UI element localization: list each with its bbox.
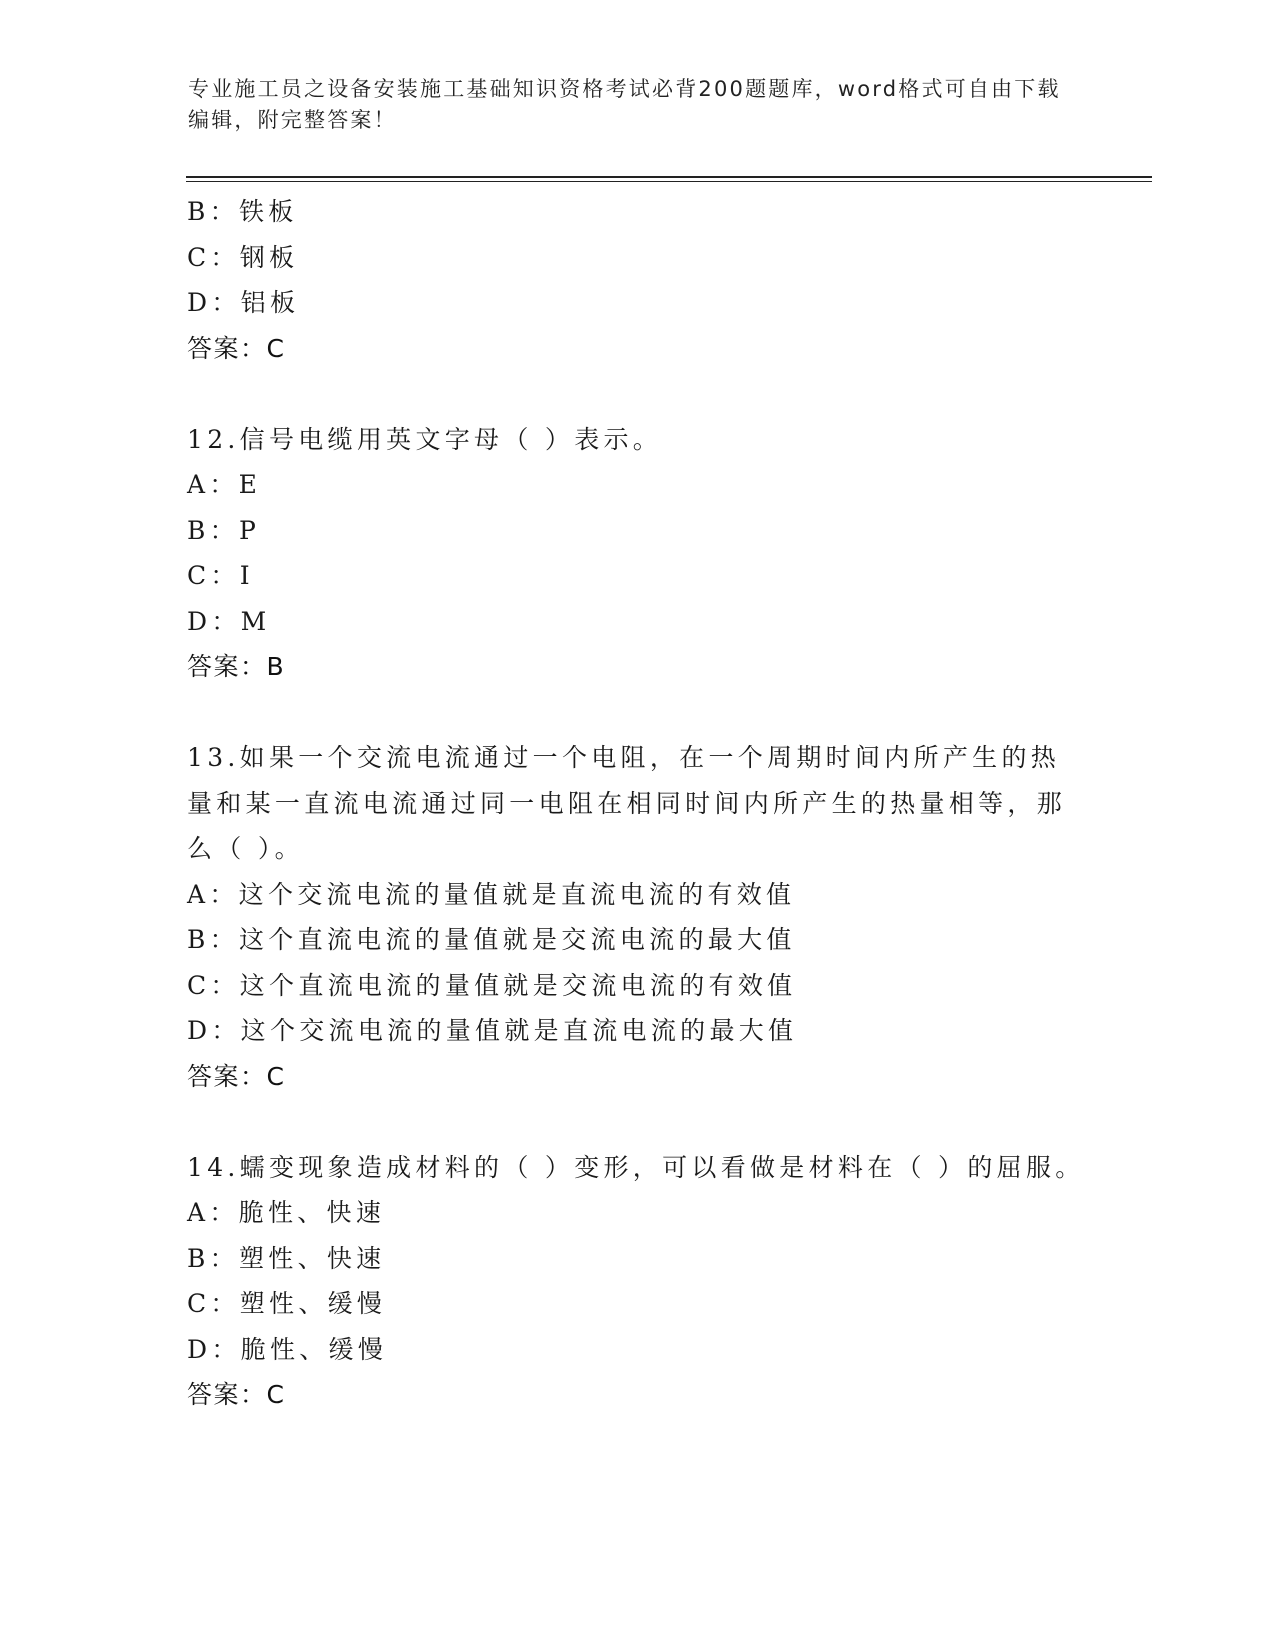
option-a: A：E	[187, 470, 262, 499]
option-c: C：塑性、缓慢	[187, 1289, 387, 1318]
option-b: B：塑性、快速	[187, 1243, 386, 1273]
document-header: 专业施工员之设备安装施工基础知识资格考试必背200题题库，word格式可自由下载编辑，附完整答案！	[188, 77, 1061, 132]
option-c: C：I	[187, 561, 254, 590]
option-c: C：钢板	[187, 242, 299, 272]
question-11-continued	[187, 189, 1087, 371]
question-stem: 12.信号电缆用英文字母（ ）表示。	[187, 424, 663, 454]
spacer	[187, 1099, 1087, 1145]
option-c: C：这个直流电流的量值就是交流电流的有效值	[187, 970, 797, 1000]
option-a: A：脆性、快速	[187, 1198, 386, 1227]
header-rule-thin	[186, 181, 1152, 182]
answer: 答案：B	[187, 652, 286, 681]
question-14	[187, 1145, 1087, 1418]
option-d: D：脆性、缓慢	[187, 1334, 388, 1364]
header-rule-thick	[186, 176, 1152, 178]
option-b: B：这个直流电流的量值就是交流电流的最大值	[187, 925, 796, 954]
option-d: D：M	[187, 606, 271, 636]
answer: 答案：C	[187, 1380, 286, 1409]
option-d: D：铝板	[187, 288, 300, 317]
answer: 答案：C	[187, 1061, 286, 1091]
answer: 答案：C	[187, 333, 286, 363]
option-b: B：铁板	[187, 197, 298, 226]
question-stem: 13.如果一个交流电流通过一个电阻，在一个周期时间内所产生的热量和某一直流电流通过同一电阻在相同时间内所产生的热量相等，那么（ ）。	[187, 743, 1067, 863]
question-13	[187, 735, 1087, 1099]
document-body	[187, 189, 1087, 1418]
option-b: B：P	[187, 515, 261, 545]
spacer	[187, 371, 1087, 417]
question-stem: 14.蠕变现象造成材料的（ ）变形，可以看做是材料在（ ）的屈服。	[187, 1152, 1085, 1182]
option-a: A：这个交流电流的量值就是直流电流的有效值	[187, 879, 796, 909]
option-d: D：这个交流电流的量值就是直流电流的最大值	[187, 1016, 798, 1045]
question-12	[187, 417, 1087, 690]
spacer	[187, 690, 1087, 736]
